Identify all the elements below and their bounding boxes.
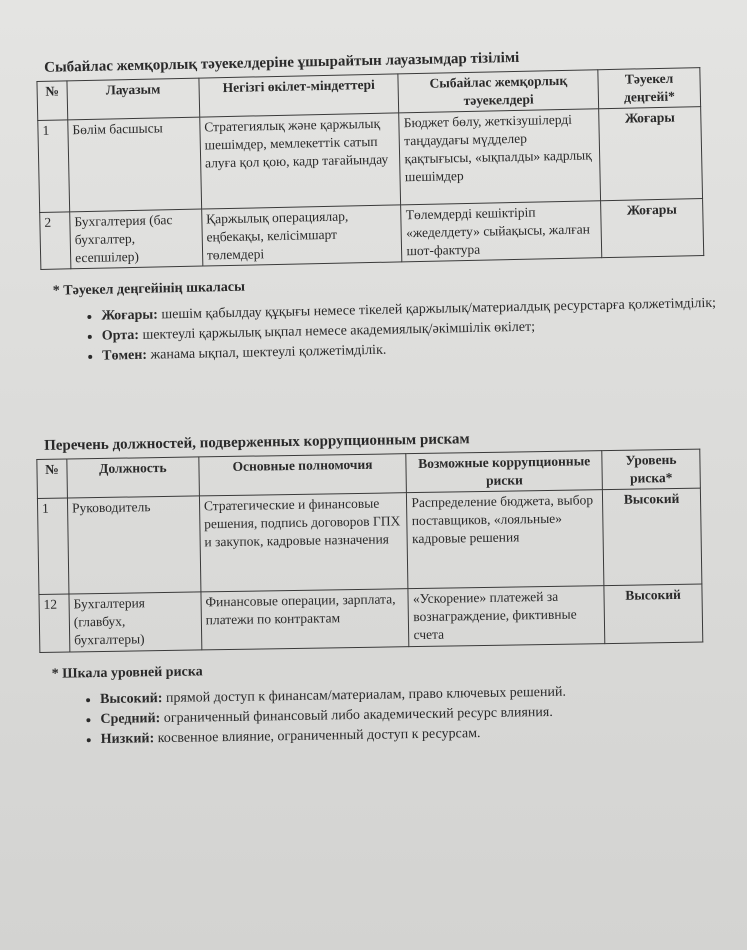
header-level: Уровень риска* (602, 449, 701, 490)
header-number: № (37, 459, 68, 498)
row-duties: Стратегиялық және қаржылық шешімдер, мемлекеттік сатып алуға қол қою, кадр тағайындау (200, 113, 402, 209)
kz-table-title: Сыбайлас жемқорлық тәуекелдеріне ұшырайтын лауазымдар тізілімі (43, 49, 520, 76)
list-item: • Высокий: прямой доступ к финансам/материалам, право ключевых решений. (100, 680, 720, 709)
row-risks: Төлемдерді кешіктіріп «жеделдету» сыйақысы, жалған шот-фактура (401, 201, 602, 262)
table-row (37, 488, 701, 594)
header-risks: Возможные коррупционные риски (406, 451, 602, 493)
row-number: 1 (38, 120, 70, 213)
ru-scale-title: * Шкала уровней риска (51, 664, 203, 682)
row-level: Жоғары (601, 199, 704, 258)
table-row (39, 584, 703, 652)
kz-scale-title: * Тәуекел деңгейінің шкаласы (52, 279, 246, 299)
header-duties: Основные полномочия (199, 454, 407, 496)
row-duties: Қаржылық операциялар, еңбекақы, келісімшарт төлемдері (201, 205, 402, 266)
header-level: Тәуекел деңгейі* (598, 68, 701, 109)
row-risks: Бюджет бөлу, жеткізушілерді таңдаудағы мүдделер қақтығысы, «ықпалды» кадрлық шешімдер (399, 109, 601, 205)
row-number: 12 (39, 594, 70, 652)
row-number: 1 (37, 498, 68, 594)
row-position: Бөлім басшысы (68, 117, 202, 212)
header-risks: Сыбайлас жемқорлық тәуекелдері (398, 70, 598, 113)
ru-risk-table (36, 449, 703, 653)
row-position: Руководитель (67, 496, 200, 594)
list-item: • Жоғары: шешім қабылдау құқығы немесе тікелей қаржылық/материалдық ресурстарға қолжетімділік; (101, 294, 721, 326)
row-number: 2 (40, 212, 71, 270)
row-risks: Распределение бюджета, выбор поставщиков, «лояльные» кадровые решения (407, 490, 604, 589)
header-position: Должность (67, 457, 199, 498)
ru-scale-list (40, 680, 721, 750)
header-duties: Негізгі өкілет-міндеттері (199, 74, 399, 117)
row-position: Бухгалтерия (главбух, бухгалтеры) (69, 592, 202, 652)
header-number: № (37, 81, 68, 121)
row-risks: «Ускорение» платежей за вознаграждение, фиктивные счета (408, 586, 605, 647)
ru-section (36, 427, 721, 751)
kz-scale-list (41, 294, 722, 367)
kz-risk-table (36, 67, 704, 270)
row-duties: Стратегические и финансовые решения, подпись договоров ГПХ и закупок, кадровые назначения (199, 493, 408, 592)
row-duties: Финансовые операции, зарплата, платежи по контрактам (201, 589, 409, 650)
list-item: • Средний: ограниченный финансовый либо академический ресурс влияния. (100, 700, 720, 729)
row-level: Высокий (602, 488, 701, 586)
ru-table-title: Перечень должностей, подверженных коррупционным рискам (43, 431, 470, 454)
list-item: • Низкий: косвенное влияние, ограниченный доступ к ресурсам. (101, 720, 721, 749)
list-item: • Орта: шектеулі қаржылық ықпал немесе академиялық/әкімшілік өкілет; (102, 314, 722, 346)
kz-section (36, 46, 722, 368)
list-item: • Төмен: жанама ықпал, шектеулі қолжетімділік. (102, 334, 722, 366)
header-position: Лауазым (67, 78, 200, 120)
row-level: Жоғары (599, 107, 703, 201)
row-position: Бухгалтерия (бас бухгалтер, есепшілер) (70, 209, 203, 269)
table-row (38, 107, 703, 213)
row-level: Высокий (604, 584, 703, 644)
